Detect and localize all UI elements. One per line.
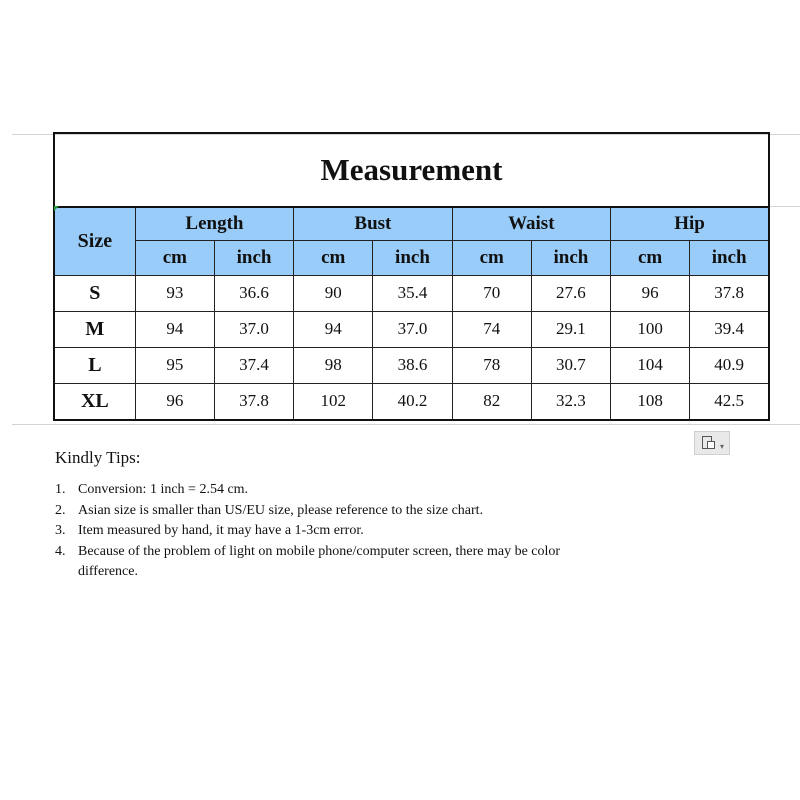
table-cell[interactable]: 29.1 [531, 311, 610, 347]
table-cell[interactable]: 40.2 [373, 383, 452, 420]
table-cell[interactable]: 39.4 [690, 311, 769, 347]
list-item [55, 480, 615, 501]
unit-header[interactable]: cm [611, 240, 690, 275]
table-cell[interactable]: 37.0 [373, 311, 452, 347]
tip-text: Item measured by hand, it may have a 1-3cm error. [78, 523, 364, 538]
table-cell[interactable]: 96 [135, 383, 214, 420]
unit-header[interactable]: cm [452, 240, 531, 275]
table-cell[interactable]: 30.7 [531, 347, 610, 383]
table-cell[interactable]: 94 [135, 311, 214, 347]
paste-options-icon[interactable] [694, 431, 730, 455]
table-cell[interactable]: 74 [452, 311, 531, 347]
list-number: 2. [55, 502, 66, 518]
group-header-waist[interactable]: Waist [452, 207, 610, 240]
sheet-gridline [12, 424, 800, 425]
table-cell[interactable]: 37.0 [214, 311, 293, 347]
table-cell[interactable]: 36.6 [214, 275, 293, 311]
group-header-length[interactable]: Length [135, 207, 293, 240]
table-row [54, 347, 769, 383]
cell-error-indicator [54, 206, 59, 211]
unit-header[interactable]: cm [294, 240, 373, 275]
table-cell[interactable]: 98 [294, 347, 373, 383]
table-row [54, 383, 769, 420]
clipboard-icon [707, 441, 715, 449]
list-item [55, 501, 615, 522]
table-cell[interactable]: 37.4 [214, 347, 293, 383]
size-cell[interactable]: S [54, 275, 135, 311]
table-cell[interactable]: 37.8 [214, 383, 293, 420]
table-cell[interactable]: 32.3 [531, 383, 610, 420]
table-cell[interactable]: 38.6 [373, 347, 452, 383]
table-cell[interactable]: 82 [452, 383, 531, 420]
size-cell[interactable]: L [54, 347, 135, 383]
table-cell[interactable]: 40.9 [690, 347, 769, 383]
unit-header[interactable]: inch [373, 240, 452, 275]
tips-list [55, 480, 615, 583]
sheet-gridline [768, 206, 800, 207]
table-cell[interactable]: 35.4 [373, 275, 452, 311]
size-header[interactable]: Size [54, 207, 135, 275]
table-title[interactable]: Measurement [54, 133, 769, 207]
tip-text: Because of the problem of light on mobile phone/computer screen, there may be color difference. [78, 543, 561, 579]
list-item [55, 542, 615, 583]
unit-header[interactable]: inch [531, 240, 610, 275]
table-row [54, 275, 769, 311]
table-cell[interactable]: 100 [611, 311, 690, 347]
size-chart-table [53, 132, 770, 421]
table-cell[interactable]: 94 [294, 311, 373, 347]
table-row [54, 311, 769, 347]
list-number: 3. [55, 523, 66, 538]
group-header-bust[interactable]: Bust [294, 207, 452, 240]
table-cell[interactable]: 78 [452, 347, 531, 383]
size-cell[interactable]: M [54, 311, 135, 347]
tip-text: Asian size is smaller than US/EU size, please reference to the size chart. [78, 502, 484, 518]
list-item [55, 521, 615, 542]
unit-header[interactable]: cm [135, 240, 214, 275]
table-cell[interactable]: 27.6 [531, 275, 610, 311]
list-number: 4. [55, 543, 66, 559]
list-number: 1. [55, 482, 66, 497]
table-cell[interactable]: 108 [611, 383, 690, 420]
chevron-down-icon: ▾ [720, 442, 725, 451]
table-cell[interactable]: 93 [135, 275, 214, 311]
table-cell[interactable]: 95 [135, 347, 214, 383]
size-cell[interactable]: XL [54, 383, 135, 420]
table-cell[interactable]: 102 [294, 383, 373, 420]
table-cell[interactable]: 70 [452, 275, 531, 311]
table-cell[interactable]: 104 [611, 347, 690, 383]
table-cell[interactable]: 37.8 [690, 275, 769, 311]
table-cell[interactable]: 96 [611, 275, 690, 311]
tip-text: Conversion: 1 inch = 2.54 cm. [78, 482, 249, 497]
group-header-hip[interactable]: Hip [611, 207, 769, 240]
tips-title: Kindly Tips: [55, 448, 141, 467]
table-cell[interactable]: 90 [294, 275, 373, 311]
table-cell[interactable]: 42.5 [690, 383, 769, 420]
unit-header[interactable]: inch [690, 240, 769, 275]
unit-header[interactable]: inch [214, 240, 293, 275]
